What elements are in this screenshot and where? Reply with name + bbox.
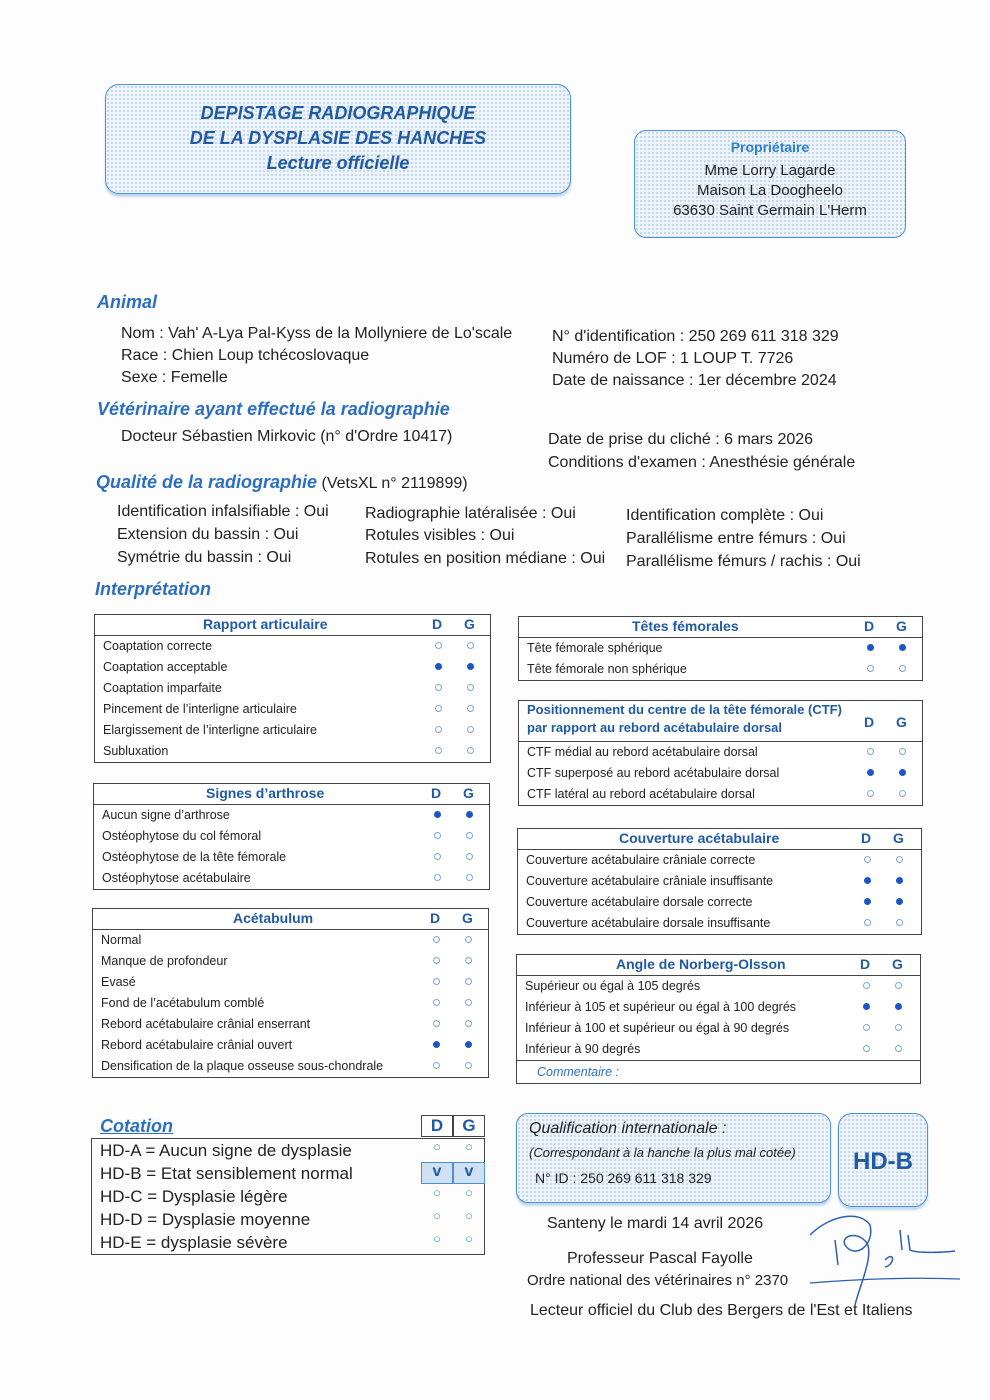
table-title: Rapport articulaire — [203, 616, 328, 632]
empty-circle-mark — [465, 999, 472, 1006]
empty-circle-mark — [434, 832, 441, 839]
row-label: CTF latéral au rebord acétabulaire dorsal — [527, 787, 755, 801]
table-title: Têtes fémorales — [632, 618, 739, 634]
empty-circle-mark — [435, 642, 442, 649]
animal-lof: Numéro de LOF : 1 LOUP T. 7726 — [552, 350, 794, 367]
cotation-column-header: G — [453, 1115, 485, 1137]
column-g-header: G — [893, 830, 904, 846]
filled-dot-mark — [899, 769, 906, 776]
empty-circle-mark — [433, 999, 440, 1006]
table-header — [93, 909, 488, 930]
table-title: Positionnement du centre de la tête fémorale (CTF) — [527, 702, 842, 717]
empty-circle-mark — [864, 919, 871, 926]
cotation-heading: Cotation — [100, 1116, 173, 1136]
empty-circle-mark — [435, 726, 442, 733]
filled-dot-mark — [899, 644, 906, 651]
cotation-row — [92, 1185, 484, 1208]
empty-circle-mark — [466, 853, 473, 860]
table-row — [95, 678, 490, 699]
empty-circle-mark — [899, 748, 906, 755]
animal-nom: Nom : Vah' A-Lya Pal-Kyss de la Mollyniere de Lo'scale — [121, 325, 513, 342]
empty-circle-mark — [435, 684, 442, 691]
table-row — [95, 741, 490, 762]
row-label: Densification de la plaque osseuse sous-chondrale — [101, 1059, 384, 1073]
filled-dot-mark — [467, 663, 474, 670]
row-label: Tête fémorale non sphérique — [527, 662, 687, 676]
owner-city: 63630 Saint Germain L'Herm — [673, 202, 867, 219]
animal-birthdate: Date de naissance : 1er décembre 2024 — [552, 372, 837, 389]
column-d-header: D — [431, 785, 442, 801]
cotation-table — [91, 1115, 485, 1255]
table-norberg-olsson — [516, 954, 921, 1084]
table-row — [517, 1039, 920, 1060]
cotation-label: HD-A = Aucun signe de dysplasie — [100, 1141, 352, 1160]
quality-col3-item: Identification complète : Oui — [626, 507, 824, 524]
row-label: Elargissement de l’interligne articulaire — [103, 723, 317, 737]
table-row — [93, 993, 488, 1014]
cotation-empty-mark: ○ — [433, 1185, 441, 1200]
table-row — [519, 784, 922, 805]
handwritten-signature — [800, 1205, 970, 1315]
quality-col1-item: Symétrie du bassin : Oui — [117, 549, 292, 566]
signature-place-date: Santeny le mardi 14 avril 2026 — [547, 1215, 764, 1232]
row-label: Couverture acétabulaire crâniale correcte — [526, 853, 756, 867]
column-d-header: D — [861, 830, 872, 846]
row-label: Normal — [101, 933, 142, 947]
table-row — [519, 742, 922, 763]
empty-circle-mark — [465, 936, 472, 943]
empty-circle-mark — [867, 790, 874, 797]
empty-circle-mark — [467, 684, 474, 691]
empty-circle-mark — [863, 1024, 870, 1031]
row-label: Ostéophytose de la tête fémorale — [102, 850, 287, 864]
cotation-column-header: D — [421, 1115, 453, 1137]
vet-name: Docteur Sébastien Mirkovic (n° d'Ordre 10417) — [121, 428, 453, 445]
column-d-header: D — [860, 956, 871, 972]
animal-sexe: Sexe : Femelle — [121, 369, 228, 386]
empty-circle-mark — [863, 1045, 870, 1052]
empty-circle-mark — [895, 1045, 902, 1052]
empty-circle-mark — [896, 856, 903, 863]
comment-row — [517, 1060, 920, 1083]
cotation-empty-mark: ○ — [433, 1139, 441, 1154]
filled-dot-mark — [863, 1003, 870, 1010]
filled-dot-mark — [435, 663, 442, 670]
signature-name: Professeur Pascal Fayolle — [567, 1250, 753, 1267]
table-row — [95, 657, 490, 678]
row-label: Inférieur à 105 et supérieur ou égal à 100 degrés — [525, 1000, 797, 1014]
empty-circle-mark — [465, 1020, 472, 1027]
vet-conditions: Conditions d'examen : Anesthésie générale — [548, 454, 856, 471]
column-g-header: G — [896, 618, 907, 634]
table-title: Angle de Norberg-Olsson — [616, 956, 786, 972]
owner-title: Propriétaire — [730, 139, 810, 155]
quality-ref: (VetsXL n° 2119899) — [321, 475, 468, 492]
row-label: Supérieur ou égal à 105 degrés — [525, 979, 701, 993]
empty-circle-mark — [466, 832, 473, 839]
row-label: Coaptation acceptable — [103, 660, 228, 674]
empty-circle-mark — [433, 1062, 440, 1069]
table-row — [93, 1035, 488, 1056]
quality-heading: Qualité de la radiographie — [96, 472, 318, 492]
cotation-row — [92, 1139, 484, 1162]
cotation-empty-mark: ○ — [465, 1231, 473, 1246]
quality-col3-item: Parallélisme fémurs / rachis : Oui — [626, 553, 861, 570]
row-label: Coaptation correcte — [103, 639, 213, 653]
row-label: Couverture acétabulaire crâniale insuffisante — [526, 874, 774, 888]
empty-circle-mark — [467, 747, 474, 754]
empty-circle-mark — [863, 982, 870, 989]
animal-identification: N° d'identification : 250 269 611 318 329 — [552, 328, 839, 345]
column-g-header: G — [896, 714, 907, 730]
table-row — [93, 930, 488, 951]
empty-circle-mark — [435, 705, 442, 712]
owner-name: Mme Lorry Lagarde — [704, 162, 836, 179]
table-row — [95, 720, 490, 741]
table-header — [94, 784, 489, 805]
table-header — [519, 617, 922, 638]
empty-circle-mark — [465, 978, 472, 985]
empty-circle-mark — [864, 856, 871, 863]
table-row — [94, 868, 489, 889]
table-row — [518, 913, 921, 934]
qualification-title: Qualification internationale : — [529, 1120, 727, 1137]
table-row — [93, 1056, 488, 1077]
animal-race: Race : Chien Loup tchécoslovaque — [121, 347, 370, 364]
table-header — [95, 615, 490, 636]
table-row — [95, 699, 490, 720]
empty-circle-mark — [433, 1020, 440, 1027]
cotation-row — [92, 1208, 484, 1231]
row-label: Couverture acétabulaire dorsale insuffisante — [526, 916, 771, 930]
column-d-header: D — [864, 714, 875, 730]
row-label: CTF médial au rebord acétabulaire dorsal — [527, 745, 758, 759]
table-row — [94, 805, 489, 826]
column-d-header: D — [432, 616, 443, 632]
qualification-box — [516, 1113, 831, 1203]
filled-dot-mark — [434, 811, 441, 818]
vet-date: Date de prise du cliché : 6 mars 2026 — [548, 431, 814, 448]
cotation-empty-mark: ○ — [433, 1208, 441, 1223]
row-label: Tête fémorale sphérique — [527, 641, 663, 655]
table-rapport-articulaire — [94, 614, 491, 763]
document-title-box — [105, 84, 571, 194]
filled-dot-mark — [433, 1041, 440, 1048]
empty-circle-mark — [465, 1062, 472, 1069]
row-label: Ostéophytose du col fémoral — [102, 829, 262, 843]
table-row — [93, 1014, 488, 1035]
grade-box — [838, 1113, 928, 1207]
qualification-id: N° ID : 250 269 611 318 329 — [535, 1170, 712, 1186]
empty-circle-mark — [434, 874, 441, 881]
row-label: Inférieur à 90 degrés — [525, 1042, 641, 1056]
column-g-header: G — [463, 785, 474, 801]
empty-circle-mark — [467, 726, 474, 733]
quality-col3-item: Parallélisme entre fémurs : Oui — [626, 530, 846, 547]
cotation-empty-mark: ○ — [465, 1208, 473, 1223]
empty-circle-mark — [867, 748, 874, 755]
table-header — [517, 955, 920, 976]
filled-dot-mark — [864, 877, 871, 884]
table-couverture-acetabulaire — [517, 828, 922, 935]
table-row — [517, 1018, 920, 1039]
cotation-empty-mark: ○ — [465, 1139, 473, 1154]
cotation-check-mark: v — [453, 1162, 485, 1184]
filled-dot-mark — [864, 898, 871, 905]
cotation-body — [91, 1138, 485, 1255]
empty-circle-mark — [434, 853, 441, 860]
row-label: Manque de profondeur — [101, 954, 228, 968]
table-signes-arthrose — [93, 783, 490, 890]
cotation-label: HD-E = dysplasie sévère — [100, 1233, 288, 1252]
title-line-2: DE LA DYSPLASIE DES HANCHES — [189, 128, 487, 148]
row-label: Rebord acétabulaire crânial enserrant — [101, 1017, 311, 1031]
table-row — [93, 951, 488, 972]
grade-value: HD-B — [853, 1148, 913, 1175]
title-line-1: DEPISTAGE RADIOGRAPHIQUE — [200, 103, 476, 123]
row-label: Fond de l’acétabulum comblé — [101, 996, 265, 1010]
quality-col2-item: Rotules en position médiane : Oui — [365, 550, 606, 567]
signature-order: Ordre national des vétérinaires n° 2370 — [527, 1272, 789, 1289]
cotation-check-mark: v — [421, 1162, 453, 1184]
table-row — [94, 826, 489, 847]
empty-circle-mark — [465, 957, 472, 964]
empty-circle-mark — [895, 982, 902, 989]
empty-circle-mark — [899, 665, 906, 672]
table-title: Signes d’arthrose — [206, 785, 325, 801]
table-row — [518, 871, 921, 892]
qualification-subtitle: (Correspondant à la hanche la plus mal cotée) — [529, 1145, 796, 1160]
empty-circle-mark — [899, 790, 906, 797]
column-g-header: G — [462, 910, 473, 926]
cotation-label: HD-B = Etat sensiblement normal — [100, 1164, 353, 1183]
empty-circle-mark — [435, 747, 442, 754]
table-row — [519, 638, 922, 659]
filled-dot-mark — [895, 1003, 902, 1010]
table-row — [93, 972, 488, 993]
quality-heading-row — [96, 472, 468, 495]
owner-box — [634, 130, 906, 238]
row-label: Rebord acétabulaire crânial ouvert — [101, 1038, 293, 1052]
interpretation-heading: Interprétation — [95, 579, 212, 599]
cotation-label: HD-C = Dysplasie légère — [100, 1187, 288, 1206]
row-label: Subluxation — [103, 744, 169, 758]
table-acetabulum — [92, 908, 489, 1078]
empty-circle-mark — [895, 1024, 902, 1031]
row-label: CTF superposé au rebord acétabulaire dorsal — [527, 766, 780, 780]
row-label: Coaptation imparfaite — [103, 681, 222, 695]
column-g-header: G — [892, 956, 903, 972]
cotation-header-row — [91, 1115, 485, 1138]
row-label: Inférieur à 100 et supérieur ou égal à 90 degrés — [525, 1021, 790, 1035]
quality-col2-item: Radiographie latéralisée : Oui — [365, 505, 576, 522]
table-row — [519, 659, 922, 680]
empty-circle-mark — [433, 978, 440, 985]
table-title: par rapport au rebord acétabulaire dorsal — [527, 720, 783, 735]
table-tetes-femorales — [518, 616, 923, 681]
title-line-3: Lecture officielle — [266, 153, 410, 173]
empty-circle-mark — [467, 642, 474, 649]
table-header — [519, 701, 922, 742]
table-row — [95, 636, 490, 657]
row-label: Pincement de l’interligne articulaire — [103, 702, 297, 716]
cotation-row — [92, 1231, 484, 1254]
empty-circle-mark — [896, 919, 903, 926]
table-row — [517, 997, 920, 1018]
table-positionnement-ctf — [518, 700, 923, 806]
quality-col2-item: Rotules visibles : Oui — [365, 527, 515, 544]
filled-dot-mark — [867, 769, 874, 776]
signature-role: Lecteur officiel du Club des Bergers de l'Est et Italiens — [530, 1302, 913, 1319]
cotation-empty-mark: ○ — [433, 1231, 441, 1246]
table-row — [94, 847, 489, 868]
cotation-row — [92, 1162, 484, 1185]
filled-dot-mark — [896, 877, 903, 884]
owner-address: Maison La Doogheelo — [697, 182, 843, 199]
table-row — [518, 892, 921, 913]
table-title: Couverture acétabulaire — [619, 830, 780, 846]
row-label: Aucun signe d’arthrose — [102, 808, 230, 822]
column-g-header: G — [464, 616, 475, 632]
quality-col1-item: Extension du bassin : Oui — [117, 526, 299, 543]
table-row — [519, 763, 922, 784]
vet-heading: Vétérinaire ayant effectué la radiographie — [97, 399, 450, 419]
table-title: Acétabulum — [233, 910, 314, 926]
filled-dot-mark — [465, 1041, 472, 1048]
comment-label: Commentaire : — [537, 1065, 619, 1079]
row-label: Evasé — [101, 975, 136, 989]
cotation-label: HD-D = Dysplasie moyenne — [100, 1210, 311, 1229]
table-row — [517, 976, 920, 997]
column-d-header: D — [864, 618, 875, 634]
empty-circle-mark — [466, 874, 473, 881]
column-d-header: D — [430, 910, 441, 926]
animal-heading: Animal — [97, 292, 158, 312]
table-header — [518, 829, 921, 850]
row-label: Couverture acétabulaire dorsale correcte — [526, 895, 753, 909]
table-row — [518, 850, 921, 871]
row-label: Ostéophytose acétabulaire — [102, 871, 251, 885]
cotation-empty-mark: ○ — [465, 1185, 473, 1200]
filled-dot-mark — [466, 811, 473, 818]
filled-dot-mark — [867, 644, 874, 651]
empty-circle-mark — [467, 705, 474, 712]
empty-circle-mark — [867, 665, 874, 672]
quality-col1-item: Identification infalsifiable : Oui — [117, 503, 329, 520]
empty-circle-mark — [433, 957, 440, 964]
filled-dot-mark — [896, 898, 903, 905]
empty-circle-mark — [433, 936, 440, 943]
